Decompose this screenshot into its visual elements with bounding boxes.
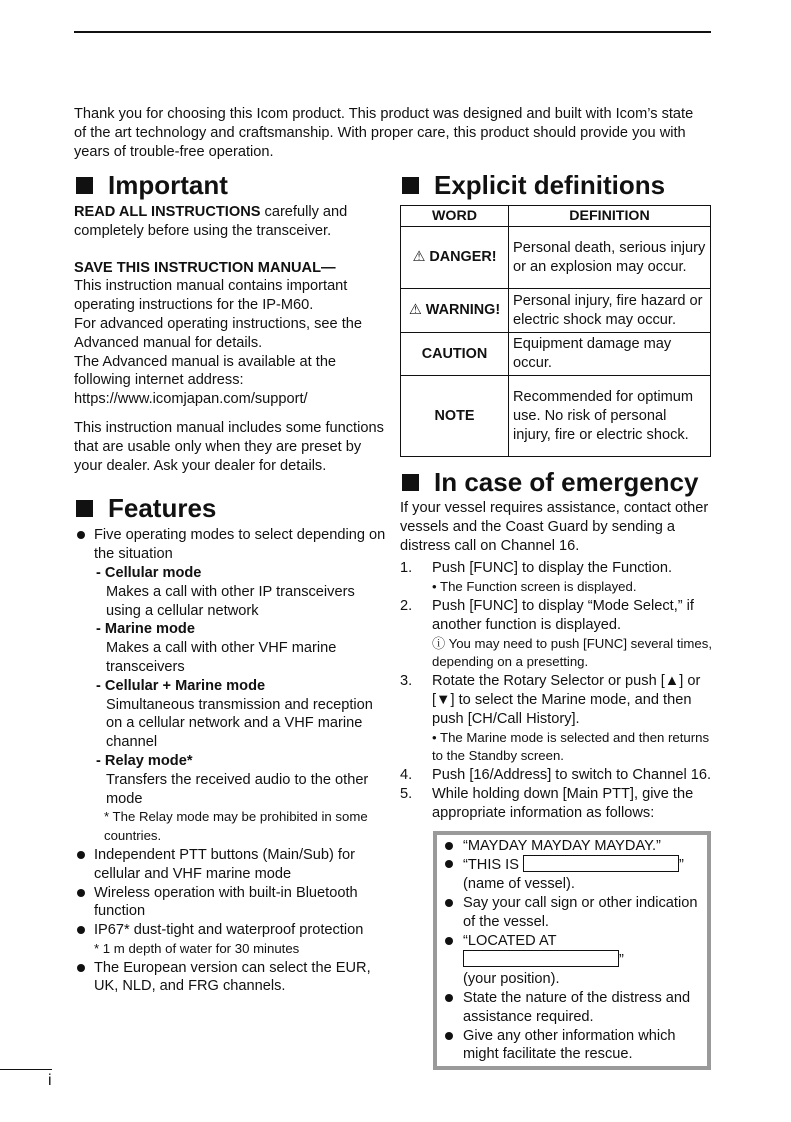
list-item bbox=[74, 921, 386, 959]
mode-name: - Marine mode bbox=[96, 621, 195, 638]
step-note: • The Function screen is displayed. bbox=[432, 579, 637, 595]
list-item bbox=[74, 526, 386, 846]
table-row bbox=[401, 376, 711, 457]
list-item: Say your call sign or other indication of the vessel. bbox=[441, 894, 707, 932]
definition-cell: Recommended for optimum use. No risk of personal injury, fire or electric shock. bbox=[509, 376, 711, 457]
read-rest: carefully and completely before using the transceiver. bbox=[74, 204, 348, 239]
position-label: (your position). bbox=[463, 971, 560, 988]
mode-cellular-marine bbox=[94, 677, 386, 752]
word-text: WARNING! bbox=[425, 302, 501, 319]
step-number: 1. bbox=[400, 560, 413, 577]
feature-ip67: IP67* dust-tight and waterproof protection bbox=[94, 922, 364, 939]
list-item bbox=[400, 559, 712, 597]
right-column bbox=[400, 170, 712, 1070]
warning-triangle-icon: ⚠ bbox=[412, 249, 426, 266]
mode-desc: Simultaneous transmission and reception on a cellular network and a VHF marine channel bbox=[106, 696, 373, 751]
emergency-heading bbox=[400, 467, 712, 497]
list-item: “MAYDAY MAYDAY MAYDAY.” bbox=[441, 837, 707, 856]
vessel-name-blank bbox=[523, 855, 679, 872]
square-bullet-icon bbox=[76, 177, 93, 194]
step-note: • The Marine mode is selected and then returns to the Standby screen. bbox=[432, 729, 710, 764]
emergency-heading-text: In case of emergency bbox=[434, 467, 699, 497]
distress-callout bbox=[433, 831, 711, 1071]
list-item bbox=[400, 672, 712, 766]
left-column bbox=[74, 170, 386, 996]
close-quote: ” bbox=[619, 952, 624, 969]
list-item: State the nature of the distress and assistance required. bbox=[441, 989, 707, 1027]
support-url: https://www.icomjapan.com/support/ bbox=[74, 391, 308, 408]
column-header-definition: DEFINITION bbox=[509, 206, 711, 227]
step-text: Rotate the Rotary Selector or push [▲] or [▼] to select the Marine mode, and then push [CH/Call History]. bbox=[432, 673, 701, 727]
square-bullet-icon bbox=[402, 177, 419, 194]
column-header-word: WORD bbox=[401, 206, 509, 227]
table-row bbox=[401, 333, 711, 376]
important-heading-text: Important bbox=[108, 170, 228, 200]
square-bullet-icon bbox=[76, 500, 93, 517]
mode-name-text: Cellular + Marine mode bbox=[104, 677, 266, 694]
page-number-rule bbox=[0, 1069, 52, 1070]
definitions-heading-text: Explicit definitions bbox=[434, 170, 666, 200]
position-line bbox=[463, 950, 707, 970]
mode-desc: Makes a call with other IP transceivers using a cellular network bbox=[106, 583, 355, 619]
save-line-3: The Advanced manual is available at the following internet address: bbox=[74, 353, 337, 389]
definitions-table bbox=[400, 205, 711, 457]
step-number: 4. bbox=[400, 767, 413, 784]
ip67-note: * 1 m depth of water for 30 minutes bbox=[94, 940, 300, 956]
table-row bbox=[401, 289, 711, 333]
mode-cellular bbox=[94, 564, 386, 620]
features-list bbox=[74, 526, 386, 996]
word-danger bbox=[401, 227, 509, 289]
position-blank bbox=[463, 950, 619, 967]
word-note: NOTE bbox=[401, 376, 509, 457]
step-text: Push [FUNC] to display the Function. bbox=[432, 560, 673, 577]
step-note: ⓘ You may need to push [FUNC] several times, depending on a presetting. bbox=[432, 635, 712, 670]
square-bullet-icon bbox=[402, 474, 419, 491]
vessel-name-label: (name of vessel). bbox=[463, 876, 575, 893]
table-row bbox=[401, 227, 711, 289]
step-number: 5. bbox=[400, 785, 413, 802]
dealer-note: This instruction manual includes some functions that are usable only when they are preset by your dealer. Ask your dealer for details. bbox=[74, 419, 384, 474]
list-item: Give any other information which might facilitate the rescue. bbox=[441, 1027, 707, 1065]
definition-cell: Equipment damage may occur. bbox=[509, 333, 711, 376]
relay-note: * The Relay mode may be prohibited in some countries. bbox=[104, 809, 368, 844]
word-text: DANGER! bbox=[429, 249, 497, 266]
mode-desc: Makes a call with other VHF marine transceivers bbox=[106, 640, 337, 675]
emergency-steps bbox=[400, 559, 712, 822]
mode-desc: Transfers the received audio to the other mode bbox=[106, 771, 369, 807]
list-item bbox=[400, 785, 712, 823]
definition-cell: Personal injury, fire hazard or electric shock may occur. bbox=[509, 289, 711, 333]
table-header-row bbox=[401, 206, 711, 227]
definitions-heading bbox=[400, 170, 712, 200]
warning-triangle-icon: ⚠ bbox=[408, 302, 422, 319]
word-caution: CAUTION bbox=[401, 333, 509, 376]
step-text: Push [16/Address] to switch to Channel 16. bbox=[432, 767, 712, 784]
located-at-text: “LOCATED AT bbox=[463, 932, 557, 949]
list-item bbox=[400, 766, 712, 785]
mode-relay bbox=[94, 752, 386, 808]
this-is-line bbox=[463, 855, 707, 875]
step-number: 2. bbox=[400, 597, 413, 614]
feature-modes: Five operating modes to select depending on the situation bbox=[94, 527, 386, 563]
list-item bbox=[441, 855, 707, 894]
mode-name-text: Relay mode* bbox=[104, 752, 193, 769]
read-bold: READ ALL INSTRUCTIONS bbox=[74, 204, 261, 220]
list-item: The European version can select the EUR, UK, NLD, and FRG channels. bbox=[74, 959, 386, 997]
step-text: While holding down [Main PTT], give the appropriate information as follows: bbox=[432, 785, 694, 821]
read-instructions bbox=[74, 203, 386, 241]
features-heading bbox=[74, 493, 386, 523]
mode-name-text: Marine mode bbox=[104, 621, 195, 638]
save-bold: SAVE THIS INSTRUCTION MANUAL— bbox=[74, 259, 336, 276]
step-number: 3. bbox=[400, 673, 413, 690]
step-text: Push [FUNC] to display “Mode Select,” if another function is displayed. bbox=[432, 597, 694, 633]
mode-name-text: Cellular mode bbox=[104, 564, 202, 581]
word-warning bbox=[401, 289, 509, 333]
emergency-intro: If your vessel requires assistance, contact other vessels and the Coast Guard by sending a distress call on Channel 16. bbox=[400, 500, 709, 554]
page-number: i bbox=[48, 1072, 52, 1089]
list-item: Wireless operation with built-in Bluetooth function bbox=[74, 884, 386, 922]
distress-list bbox=[441, 837, 707, 1065]
mode-name: - Relay mode* bbox=[96, 752, 193, 769]
save-line-2: For advanced operating instructions, see the Advanced manual for details. bbox=[74, 315, 362, 351]
list-item bbox=[400, 597, 712, 672]
mode-name: - Cellular mode bbox=[96, 564, 202, 581]
save-manual-title bbox=[74, 259, 386, 278]
list-item: Independent PTT buttons (Main/Sub) for cellular and VHF marine mode bbox=[74, 846, 386, 884]
save-line-1: This instruction manual contains important operating instructions for the IP-M60. bbox=[74, 278, 348, 314]
mode-name: - Cellular + Marine mode bbox=[96, 677, 266, 694]
this-is-text: “THIS IS bbox=[463, 857, 519, 874]
top-rule bbox=[74, 31, 711, 33]
intro-paragraph: Thank you for choosing this Icom product. This product was designed and built with Icom’s state of the art technology and craftsmanship. With proper care, this product should provide you with years of trouble-free operation. bbox=[74, 106, 694, 160]
close-quote: ” bbox=[679, 857, 684, 874]
mode-marine bbox=[94, 620, 386, 676]
important-heading bbox=[74, 170, 386, 200]
features-heading-text: Features bbox=[108, 493, 217, 524]
list-item bbox=[441, 932, 707, 989]
definition-cell: Personal death, serious injury or an explosion may occur. bbox=[509, 227, 711, 289]
